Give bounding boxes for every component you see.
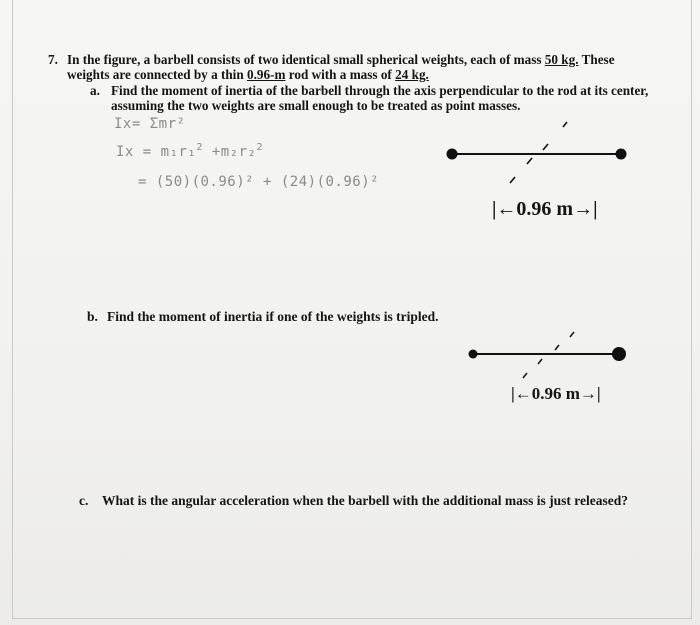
handwritten-term-1: Ix = m₁r₁ [116,144,197,160]
part-c-label: c. [79,493,89,508]
handwritten-exponent-2: 2 [256,142,263,153]
part-a-label: a. [90,83,100,98]
handwritten-expansion [116,142,263,160]
part-b-text: Find the moment of inertia if one of the weights is tripled. [107,309,439,324]
question-text-line-1 [67,52,615,68]
part-a-text-line-1: Find the moment of inertia of the barbell through the axis perpendicular to the rod at its center, [111,83,649,98]
dimension-label-b: |←0.96 m→| [511,384,601,403]
handwritten-formula: Ix= Σmr² [114,116,186,132]
part-b-label: b. [87,309,98,324]
question-text-2b: rod with a mass of [285,67,396,82]
weight-mass: 50 kg. [544,52,579,67]
question-text-1a: In the figure, a barbell consists of two identical small spherical weights, each of mass [67,52,545,67]
question-number: 7. [48,52,58,67]
question-text-1b: These [578,52,615,67]
handwritten-substitution: = (50)(0.96)² + (24)(0.96)² [138,174,380,190]
handwritten-term-2: +m₂r₂ [202,144,257,160]
handwritten-exponent-1: 2 [196,142,203,153]
part-a-text-line-2: assuming the two weights are small enough to be treated as point masses. [111,98,521,113]
rod-length: 0.96-m [246,67,286,82]
rod-mass: 24 kg. [395,67,429,82]
part-c-text: What is the angular acceleration when the barbell with the additional mass is just released? [102,493,629,508]
question-text-2a: weights are connected by a thin [67,67,247,82]
dimension-label-a: |←0.96 m→| [492,198,598,220]
question-text-line-2 [67,67,429,83]
